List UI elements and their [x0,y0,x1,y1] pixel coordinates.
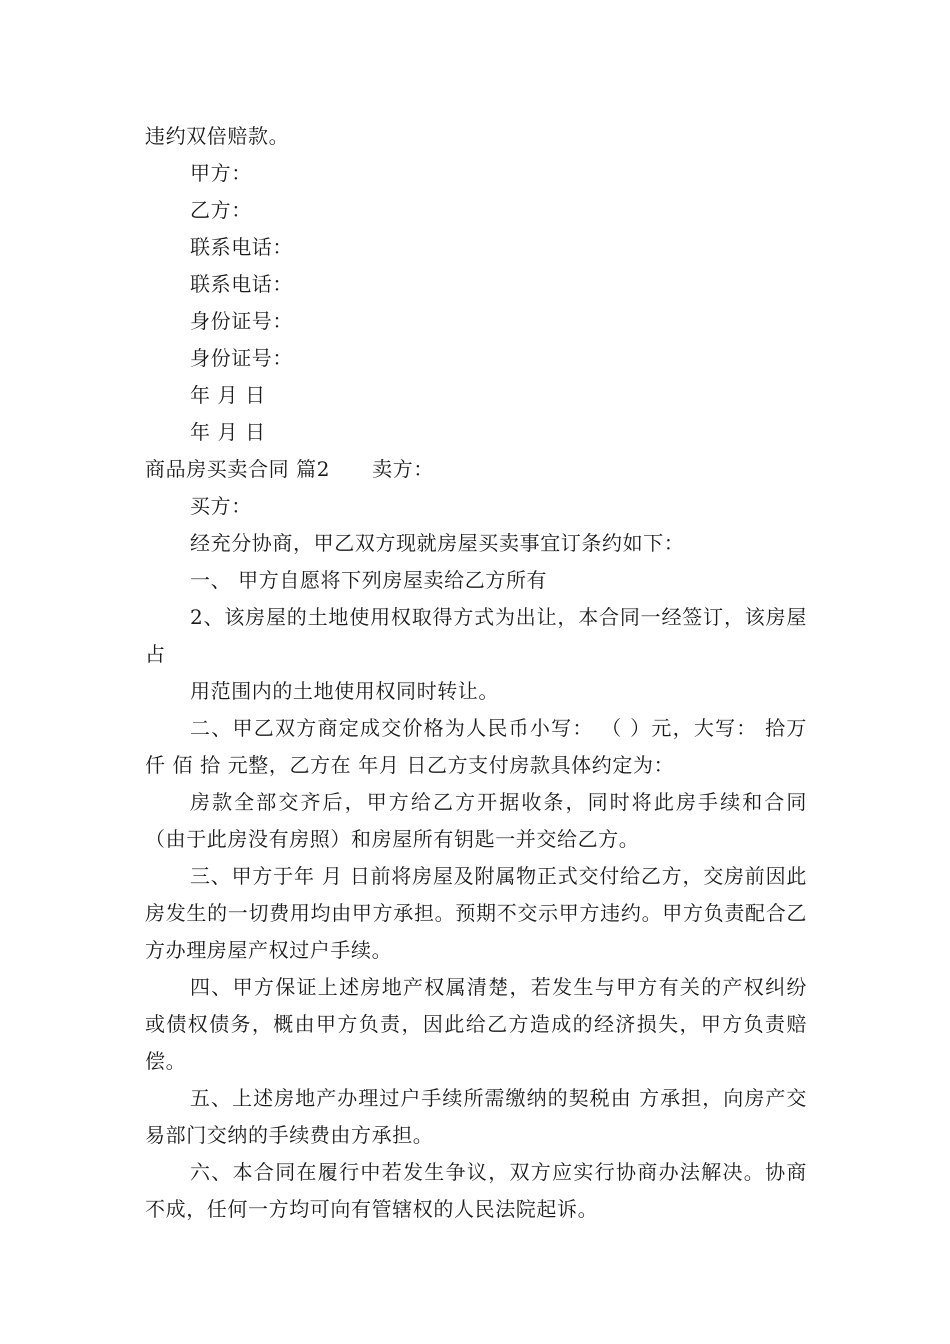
clause-6: 六、本合同在履行中若发生争议，双方应实行协商办法解决。协商不成，任何一方均可向有管辖权的人民法院起诉。 [145,1160,807,1221]
document-page [145,118,807,1228]
seller-label: 卖方： [372,457,434,481]
clause-5: 五、上述房地产办理过户手续所需缴纳的契税由 方承担，向房产交易部门交纳的手续费由方承担。 [145,1086,807,1147]
date-line-a: 年 月 日 [190,383,266,407]
clause-4: 四、甲方保证上述房地产权属清楚，若发生与甲方有关的产权纠纷或债权债务，概由甲方负责，因此给乙方造成的经济损失，甲方负责赔偿。 [145,975,807,1073]
buyer-label: 买方： [190,494,252,518]
party-b-label: 乙方： [190,198,252,222]
phone-label-a: 联系电话： [190,235,293,259]
contract-title: 商品房买卖合同 篇2 [145,457,331,481]
phone-label-b: 联系电话： [190,272,293,296]
clause-1: 一、 甲方自愿将下列房屋卖给乙方所有 [190,568,548,592]
text-line-breach: 违约双倍赔款。 [145,124,290,148]
clause-2-part-2: 用范围内的土地使用权同时转让。 [190,679,499,703]
party-a-label: 甲方： [190,161,252,185]
clause-3: 三、甲方于年 月 日前将房屋及附属物正式交付给乙方，交房前因此房发生的一切费用均由甲方承担。预期不交示甲方违约。甲方负责配合乙方办理房屋产权过户手续。 [145,864,807,962]
clause-2-part-1: 2、该房屋的土地使用权取得方式为出让，本合同一经签订，该房屋占 [145,605,807,666]
contract-heading [145,451,807,488]
clause-price: 二、甲乙双方商定成交价格为人民币小写： （ ）元，大写： 拾万 仟 佰 拾 元整，乙方在 年月 日乙方支付房款具体约定为： [145,716,807,777]
date-line-b: 年 月 日 [190,420,266,444]
intro-paragraph: 经充分协商，甲乙双方现就房屋买卖事宜订条约如下： [190,531,685,555]
id-number-label-b: 身份证号： [190,346,293,370]
id-number-label-a: 身份证号： [190,309,293,333]
clause-payment: 房款全部交齐后，甲方给乙方开据收条，同时将此房手续和合同（由于此房没有房照）和房屋所有钥匙一并交给乙方。 [145,790,807,851]
